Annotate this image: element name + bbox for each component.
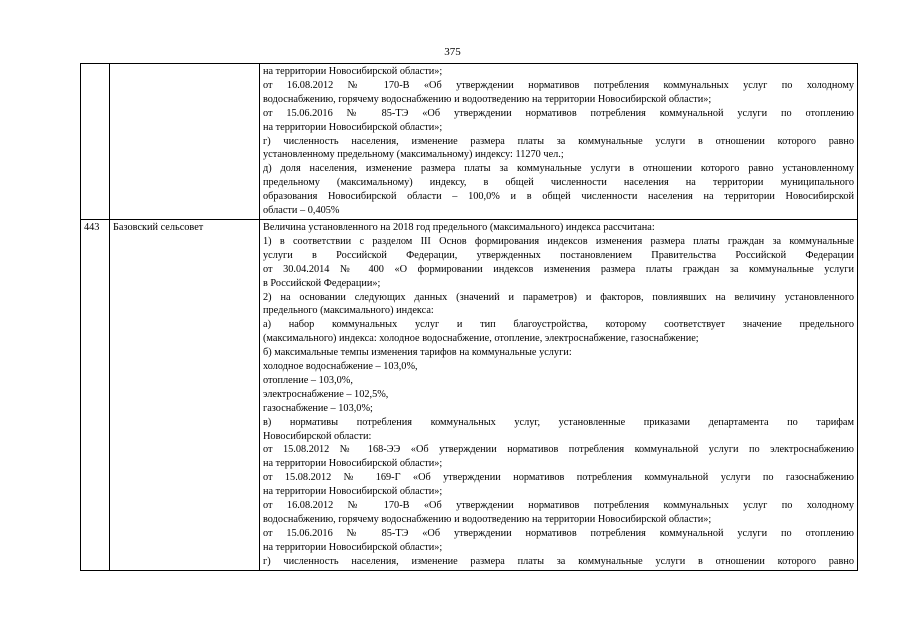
text-line: установленному предельному (максимальному) индексу: 11270 чел.; <box>263 149 564 161</box>
text-line: от 30.04.2014 № 400 «О формировании индексов изменения размера платы граждан за коммунальные услуги <box>263 263 854 275</box>
municipality-name-cell: Базовский сельсовет <box>110 219 260 570</box>
text-line: водоснабжению, горячему водоснабжению и водоотведению на территории Новосибирской области»; <box>263 514 712 525</box>
description-cell <box>260 219 858 570</box>
text-line: на территории Новосибирской области»; <box>263 66 443 77</box>
text-line: д) доля населения, изменение размера платы за коммунальные услуги в отношении которого равно установленному <box>263 163 854 175</box>
text-line: отопление – 103,0%, <box>263 374 353 386</box>
text-line: а) набор коммунальных услуг и тип благоустройства, которому соответствует значение предельного <box>263 319 854 331</box>
text-line: в) нормативы потребления коммунальных услуг, установленные приказами департамента по тарифам <box>263 416 854 428</box>
text-line: г) численность населения, изменение размера платы за коммунальные услуги в отношении которого равно <box>263 555 854 567</box>
text-line: 1) в соответствии с разделом III Основ формирования индексов изменения размера платы граждан за коммунальные <box>263 235 854 247</box>
text-line: от 15.06.2016 № 85-ТЭ «Об утверждении нормативов потребления коммунальной услуги по отоплению <box>263 107 854 119</box>
text-line: области – 0,405% <box>263 205 340 217</box>
table-row <box>81 64 858 220</box>
text-line: на территории Новосибирской области»; <box>263 541 443 553</box>
municipality-name-cell <box>110 64 260 220</box>
text-line: предельного (максимального) индекса: <box>263 305 434 317</box>
text-line: на территории Новосибирской области»; <box>263 121 443 133</box>
text-line: образования Новосибирской области – 100,0% и в общей численности населения на территории Новосибирской <box>263 191 854 203</box>
text-line: в Российской Федерации»; <box>263 277 381 289</box>
text-line: газоснабжение – 103,0%; <box>263 402 373 414</box>
row-number-cell: 443 <box>81 219 110 570</box>
document-table <box>80 63 858 571</box>
row-number-cell <box>81 64 110 220</box>
text-line: услуги в Российской Федерации, утвержденных постановлением Правительства Российской Федерации <box>263 249 854 261</box>
text-line: на территории Новосибирской области»; <box>263 486 443 498</box>
description-cell <box>260 64 858 220</box>
text-line: 2) на основании следующих данных (значений и параметров) и факторов, повлиявших на величину установленного <box>263 291 854 303</box>
text-line: от 15.08.2012 № 168-ЭЭ «Об утверждении нормативов потребления коммунальной услуги по электроснабжению <box>263 444 854 456</box>
text-line: на территории Новосибирской области»; <box>263 458 443 470</box>
text-line: от 16.08.2012 № 170-В «Об утверждении нормативов потребления коммунальных услуг по холодному <box>263 79 854 91</box>
text-line: от 16.08.2012 № 170-В «Об утверждении нормативов потребления коммунальных услуг по холодному <box>263 500 854 512</box>
text-line: Новосибирской области: <box>263 430 372 442</box>
text-line: водоснабжению, горячему водоснабжению и водоотведению на территории Новосибирской области»; <box>263 93 712 105</box>
text-line: б) максимальные темпы изменения тарифов на коммунальные услуги: <box>263 347 572 359</box>
text-line: (максимального) индекса: холодное водоснабжение, отопление, электроснабжение, газоснабжение; <box>263 333 699 345</box>
text-line: от 15.08.2012 № 169-Г «Об утверждении нормативов потребления коммунальной услуги по газоснабжению <box>263 472 854 484</box>
page-number: 375 <box>444 46 461 58</box>
text-line: электроснабжение – 102,5%, <box>263 388 389 400</box>
text-line: Величина установленного на 2018 год предельного (максимального) индекса рассчитана: <box>263 221 655 233</box>
table-row <box>81 219 858 570</box>
text-line: предельному (максимальному) индексу, в общей численности населения на территории муниципального <box>263 177 854 189</box>
text-line: холодное водоснабжение – 103,0%, <box>263 361 418 373</box>
text-line: от 15.06.2016 № 85-ТЭ «Об утверждении нормативов потребления коммунальной услуги по отоплению <box>263 527 854 539</box>
text-line: г) численность населения, изменение размера платы за коммунальные услуги в отношении которого равно <box>263 135 854 147</box>
